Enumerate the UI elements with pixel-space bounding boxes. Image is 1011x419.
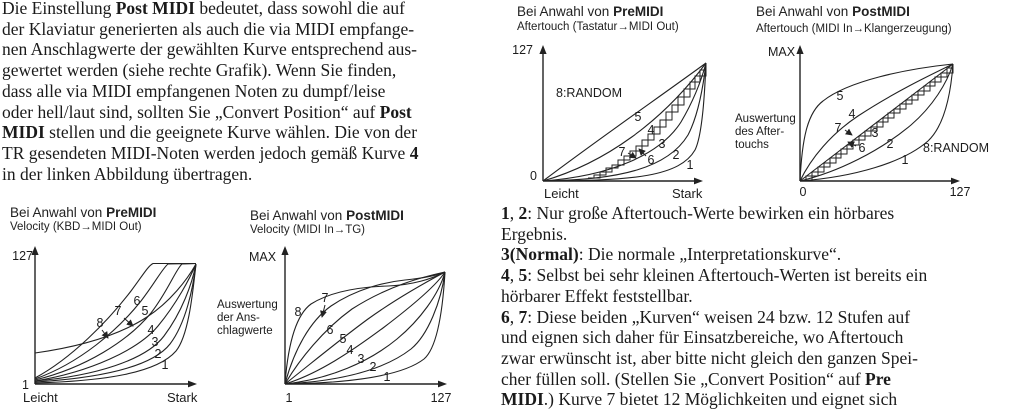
- x-axis-arrow: [951, 178, 960, 185]
- curve-label-1: 1: [161, 358, 169, 372]
- curve-label-5: 5: [836, 89, 844, 103]
- text-line: zwar erwünscht ist, aber bitte nicht gleich den ganzen Spei-: [501, 347, 918, 368]
- text-line: 6, 7: Diese beiden „Kurven“ weisen 24 bzw. 12 Stufen auf: [501, 306, 911, 327]
- y-axis-arrow: [539, 45, 546, 54]
- curve-label-3: 3: [871, 126, 879, 140]
- graph4-subtitle: Aftertouch (MIDI In→Klangerzeugung): [756, 23, 952, 35]
- x-max-label: Stark: [167, 390, 198, 405]
- side-label-line: Auswertung: [217, 299, 278, 311]
- text-line: oder hell/laut sind, sollten Sie „Convert Position“ auf Post: [2, 101, 412, 122]
- text-line: MIDI.) Kurve 7 bietet 12 Möglichkeiten und eignet sich: [501, 389, 898, 410]
- graph4-title-prefix: Bei Anwahl von: [756, 4, 853, 19]
- side-label-line: der Ans-: [217, 312, 260, 324]
- graph1-title-bold: PreMIDI: [106, 205, 157, 220]
- curve-label-3: 3: [658, 137, 666, 151]
- curve-label-2: 2: [672, 148, 680, 162]
- curve-label-7: 7: [834, 121, 842, 135]
- curve-label-5: 5: [141, 304, 149, 318]
- curve-2: [35, 264, 196, 382]
- x-min-label: 0: [799, 185, 807, 199]
- text-line: cher füllen soll. (Stellen Sie „Convert Position“ auf Pre: [501, 368, 891, 389]
- text-line: 3(Normal): Die normale „Interpretationskurve“.: [501, 244, 842, 265]
- text-line: gewertet werden (siehe rechte Grafik). Wenn Sie finden,: [2, 60, 397, 81]
- curve-7: [285, 272, 445, 384]
- graph1-subtitle: Velocity (KBD→MIDI Out): [10, 221, 142, 233]
- x-min-label: Leicht: [23, 390, 58, 405]
- curve-label-8: 8: [294, 305, 302, 319]
- side-label-line: Auswertung: [735, 113, 796, 125]
- curve-label-1: 1: [686, 158, 694, 172]
- text-line: dass alle via MIDI empfangenen Noten zu dumpf/leise: [2, 80, 386, 101]
- y-min-label: 1: [22, 378, 29, 392]
- y-axis-arrow: [281, 246, 288, 255]
- y-max-label: 127: [12, 249, 33, 263]
- curve-label-3: 3: [357, 352, 365, 366]
- text-line: der Klaviatur generierten als auch die via MIDI empfange-: [2, 18, 415, 39]
- curve-4: [35, 264, 196, 381]
- text-line: 1, 2: Nur große Aftertouch-Werte bewirken ein hörbares: [501, 203, 895, 223]
- x-max-label: Stark: [672, 186, 703, 201]
- curve-label-1: 1: [383, 370, 391, 384]
- curve-label-6: 6: [647, 153, 655, 167]
- graph2-subtitle: Velocity (MIDI In→TG): [250, 224, 366, 236]
- side-label-line: chlagwerte: [217, 325, 273, 337]
- random-curve-label: 8:RANDOM: [923, 141, 989, 155]
- x-min-label: 1: [285, 391, 293, 405]
- curve-label-1: 1: [901, 153, 909, 167]
- y-max-label: MAX: [768, 45, 796, 59]
- text-line: in der linken Abbildung übertragen.: [2, 163, 253, 184]
- curve-label-2: 2: [369, 360, 377, 374]
- x-max-label: 127: [430, 391, 452, 405]
- text-line: 4, 5: Selbst bei sehr kleinen Aftertouch-Werten ist bereits ein: [501, 265, 928, 286]
- curve-label-4: 4: [647, 123, 655, 137]
- x-max-label: 127: [949, 185, 971, 199]
- random-curve-label: 8:RANDOM: [556, 86, 622, 100]
- curve-label-4: 4: [147, 323, 155, 337]
- side-label-line: des After-: [735, 126, 785, 138]
- graph3-title-prefix: Bei Anwahl von: [517, 4, 614, 19]
- y-max-label: 127: [512, 43, 533, 57]
- curve-label-5: 5: [339, 332, 347, 346]
- curve-label-7: 7: [618, 145, 626, 159]
- graph2-title-prefix: Bei Anwahl von: [250, 208, 347, 223]
- curve-7-leader: [845, 130, 852, 135]
- curve-label-3: 3: [151, 335, 159, 349]
- post-midi-velocity-graph: [217, 246, 451, 405]
- curve-label-7: 7: [114, 304, 122, 318]
- text-line: nen Anschlagwerte der gewählten Kurve entsprechend aus-: [2, 39, 417, 60]
- text-line: Ergebnis.: [501, 223, 568, 244]
- side-label-line: touchs: [735, 139, 769, 151]
- x-axis-arrow: [438, 381, 447, 388]
- curve-label-2: 2: [886, 137, 894, 151]
- x-axis-arrow: [188, 381, 197, 388]
- text-line: hörbarer Effekt feststellbar.: [501, 285, 693, 306]
- pre-midi-aftertouch-graph: [512, 43, 706, 201]
- text-line: TR gesendeten MIDI-Noten werden jedoch gemäß Kurve 4: [2, 142, 419, 163]
- text-line: MIDI stellen und die geeignete Kurve wählen. Die von der: [2, 122, 418, 143]
- curve-3: [35, 264, 196, 381]
- curve-label-6: 6: [326, 323, 334, 337]
- curve-label-7: 7: [321, 291, 329, 305]
- graph3-subtitle: Aftertouch (Tastatur→MIDI Out): [517, 21, 679, 33]
- graph1-title-prefix: Bei Anwahl von: [10, 205, 107, 220]
- graph2-title-bold: PostMIDI: [346, 208, 404, 223]
- curve-label-2: 2: [154, 347, 162, 361]
- y-max-label: MAX: [249, 250, 277, 264]
- y-min-label: 0: [530, 169, 537, 183]
- curve-label-5: 5: [634, 110, 642, 124]
- x-axis-arrow: [694, 178, 703, 185]
- post-midi-aftertouch-graph: [735, 45, 989, 199]
- graph3-title-bold: PreMIDI: [613, 4, 664, 19]
- curve-label-6: 6: [858, 141, 866, 155]
- curve-label-4: 4: [848, 107, 856, 121]
- curve-label-4: 4: [346, 343, 354, 357]
- curve-7-leader: [124, 318, 133, 326]
- text-line: und eignen sich daher für Einsatzbereiche, wo Aftertouch: [501, 327, 904, 348]
- pre-midi-velocity-graph: [12, 246, 198, 405]
- curve-label-6: 6: [133, 294, 141, 308]
- y-axis-arrow: [796, 45, 803, 54]
- x-min-label: Leicht: [544, 186, 579, 201]
- graph4-title-bold: PostMIDI: [852, 4, 910, 19]
- text-line: Die Einstellung Post MIDI bedeutet, dass sowohl die auf: [2, 0, 405, 18]
- curve-label-8: 8: [96, 316, 104, 330]
